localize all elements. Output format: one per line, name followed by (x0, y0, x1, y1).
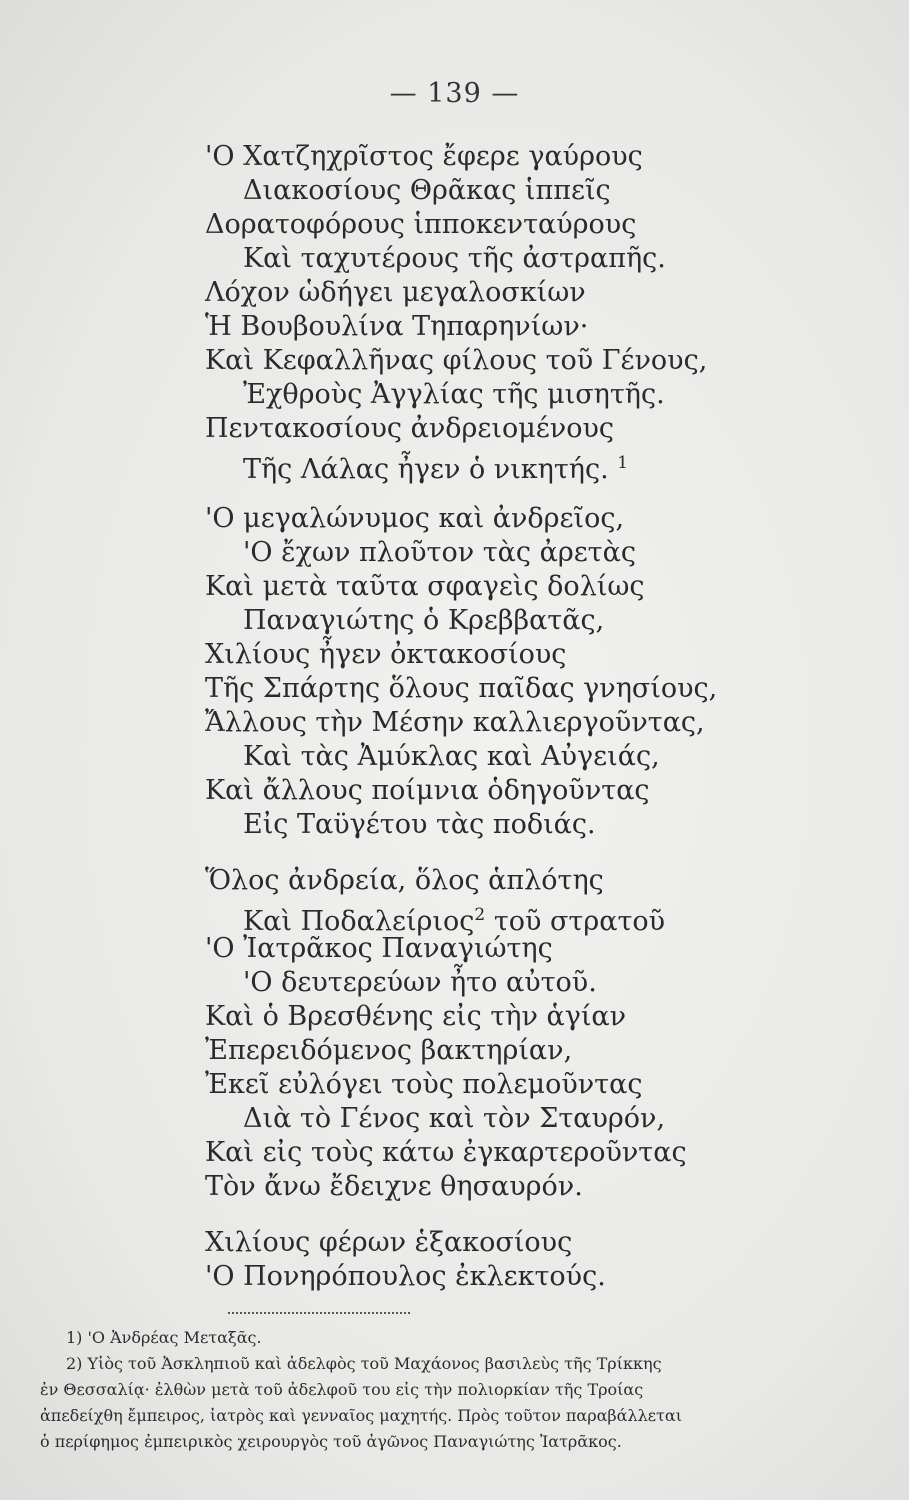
verse-line: Ἐπερειδόμενος βακτηρίαν, (205, 1035, 573, 1066)
verse-line: Ἡ Βουβουλίνα Τηπαρηνίων· (205, 311, 589, 342)
verse-line: Εἰς Ταϋγέτου τὰς ποδιάς. (243, 809, 596, 840)
verse-line: 'Ο δευτερεύων ἦτο αὐτοῦ. (243, 967, 597, 998)
page-number: — 139 — (389, 78, 520, 109)
footnote-1: 1) 'Ο Ἀνδρέας Μεταξᾶς. (66, 1328, 262, 1347)
verse-line: Δορατοφόρους ἱπποκενταύρους (205, 209, 637, 240)
verse-line: Διὰ τὸ Γένος καὶ τὸν Σταυρόν, (243, 1103, 666, 1134)
verse-line: 'Ο ἔχων πλοῦτον τὰς ἀρετὰς (243, 537, 636, 568)
verse-line: Καὶ τὰς Ἀμύκλας καὶ Αὐγειάς, (243, 741, 660, 772)
footnote-2-line: 2) Υἱὸς τοῦ Ἀσκληπιοῦ καὶ ἀδελφὸς τοῦ Μαχάονος βασιλεὺς τῆς Τρίκκης (66, 1354, 662, 1373)
footnote-2-line: ἀπεδείχθη ἔμπειρος, ἰατρὸς καὶ γενναῖος μαχητής. Πρὸς τοῦτον παραβάλλεται (40, 1406, 682, 1425)
footnote-2-line: ἐν Θεσσαλίᾳ· ἐλθὼν μετὰ τοῦ ἀδελφοῦ του εἰς τὴν πολιορκίαν τῆς Τροίας (40, 1380, 644, 1399)
verse-line: Ἐχθροὺς Ἀγγλίας τῆς μισητῆς. (243, 379, 665, 410)
verse-line: 'Ο μεγαλώνυμος καὶ ἀνδρεῖος, (205, 503, 625, 534)
footnote-rule (228, 1312, 410, 1314)
verse-line: Χιλίους φέρων ἑξακοσίους (205, 1227, 573, 1258)
verse-line: Καὶ εἰς τοὺς κάτω ἐγκαρτεροῦντας (205, 1137, 687, 1168)
verse-line: Καὶ Κεφαλλῆνας φίλους τοῦ Γένους, (205, 345, 708, 376)
verse-line: 'Ο Χατζηχρῖστος ἔφερε γαύρους (205, 141, 643, 172)
verse-line: Καὶ μετὰ ταῦτα σφαγεὶς δολίως (205, 571, 645, 602)
verse-line: 'Ο Πονηρόπουλος ἐκλεκτούς. (205, 1261, 606, 1292)
verse-line: Ἄλλους τὴν Μέσην καλλιεργοῦντας, (205, 707, 705, 738)
verse-line (243, 446, 628, 487)
verse-text: τοῦ στρατοῦ (493, 906, 666, 937)
verse-line: Καὶ ταχυτέρους τῆς ἀστραπῆς. (243, 243, 666, 274)
verse-line: Πεντακοσίους ἀνδρειομένους (205, 413, 614, 444)
verse-line: Τὸν ἄνω ἔδειχνε θησαυρόν. (205, 1171, 583, 1202)
verse-text: Τῆς Λάλας ἦγεν ὁ νικητής. (243, 454, 609, 485)
footnote-marker-2: 2 (474, 905, 486, 925)
verse-line: Παναγιώτης ὁ Κρεββατᾶς, (243, 605, 605, 636)
verse-line: Καὶ ἄλλους ποίμνια ὁδηγοῦντας (205, 775, 650, 806)
verse-line: Διακοσίους Θρᾶκας ἱππεῖς (243, 175, 611, 206)
verse-line: Ὅλος ἀνδρεία, ὅλος ἁπλότης (205, 865, 604, 896)
footnote-marker-1: 1 (617, 453, 629, 473)
verse-line: Λόχον ὡδήγει μεγαλοσκίων (205, 277, 586, 308)
verse-line: Χιλίους ἦγεν ὀκτακοσίους (205, 639, 567, 670)
verse-text: Καὶ Ποδαλείριος (243, 906, 475, 937)
verse-line: Ἐκεῖ εὐλόγει τοὺς πολεμοῦντας (205, 1069, 643, 1100)
verse-line: 'Ο Ἰατρᾶκος Παναγιώτης (205, 933, 553, 964)
verse-line: Καὶ ὁ Βρεσθένης εἰς τὴν ἁγίαν (205, 1001, 627, 1032)
footnote-2-line: ὁ περίφημος ἐμπειρικὸς χειρουργὸς τοῦ ἀγῶνος Παναγιώτης Ἰατρᾶκος. (40, 1432, 622, 1451)
verse-line: Τῆς Σπάρτης ὅλους παῖδας γνησίους, (205, 673, 718, 704)
